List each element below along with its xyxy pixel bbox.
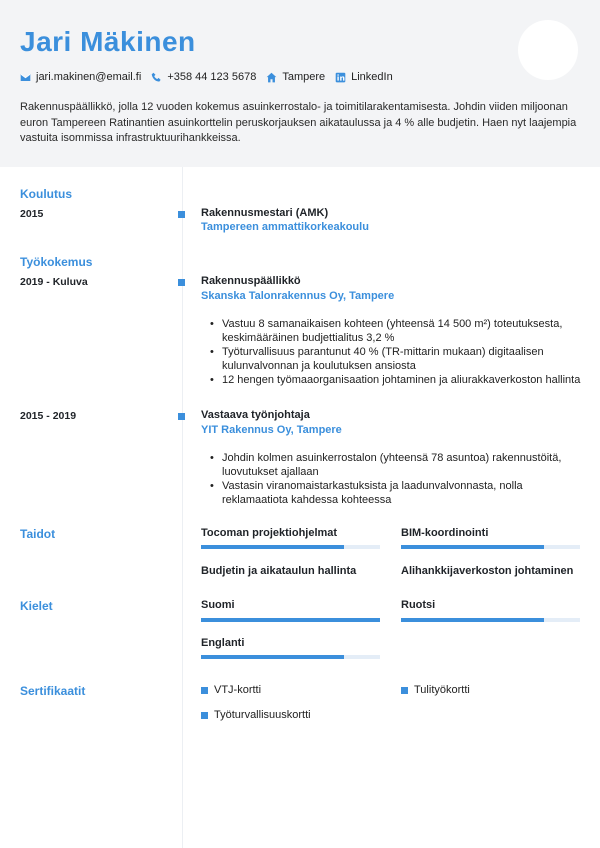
language-bar-fill — [401, 618, 544, 622]
certification-label: VTJ-kortti — [214, 684, 262, 696]
language-bar — [201, 618, 380, 622]
education-school: Tampereen ammattikorkeakoulu — [201, 221, 369, 233]
language-name: Englanti — [201, 637, 245, 649]
timeline-marker — [178, 413, 185, 420]
contact-row — [20, 69, 403, 85]
language-bar — [201, 655, 380, 659]
bullet-square-icon — [201, 687, 208, 694]
certification-label: Työturvallisuuskortti — [214, 709, 311, 721]
skill-name: Budjetin ja aikataulun hallinta — [201, 565, 357, 577]
contact-email[interactable] — [20, 71, 141, 83]
contact-linkedin[interactable] — [335, 71, 393, 83]
linkedin-icon — [335, 72, 346, 83]
section-title-certifications: Sertifikaatit — [20, 684, 86, 698]
email-text: jari.makinen@email.fi — [36, 71, 142, 83]
candidate-name: Jari Mäkinen — [20, 26, 196, 57]
profile-summary: Rakennuspäällikkö, jolla 12 vuoden kokemus asuinkerrostalo- ja toimitilarakentamisesta. Johdin viiden miljoonan euron Tampereen Ratinantien asuinkorttelin peruskorjauksen aikataulussa ja 4 % alle budjetin. Haen nyt laajempia vastuita isommissa infrastruktuurihankkeissa. — [20, 101, 577, 144]
skill-bar-fill — [401, 545, 544, 549]
language-bar-fill — [201, 618, 380, 622]
achievement-item: • Vastuu 8 samanaikaisen kohteen (yhteensä 14 500 m²) toteutuksesta, keskimääräinen budjettialitus 3,2 % — [222, 317, 582, 345]
phone-icon — [151, 72, 162, 83]
certification-label: Tulityökortti — [414, 684, 470, 696]
timeline-divider — [182, 167, 183, 848]
achievement-item: • Vastasin viranomaistarkastuksista ja laadunvalvonnasta, nolla reklamaatiota kahdessa kohteessa — [222, 479, 582, 507]
section-title-education: Koulutus — [20, 187, 72, 201]
linkedin-text: LinkedIn — [351, 71, 393, 83]
job-title: Rakennuspäällikkö — [201, 275, 301, 287]
contact-phone[interactable] — [151, 71, 256, 83]
timeline-marker — [178, 279, 185, 286]
skill-name: Alihankkijaverkoston johtaminen — [401, 565, 574, 577]
section-title-languages: Kielet — [20, 599, 53, 613]
language-name: Suomi — [201, 599, 235, 611]
education-date: 2015 — [20, 208, 44, 220]
job-title: Vastaava työnjohtaja — [201, 409, 310, 421]
job-company: Skanska Talonrakennus Oy, Tampere — [201, 290, 395, 302]
skill-name: BIM-koordinointi — [401, 527, 489, 539]
certification-item — [201, 684, 261, 696]
job-achievements — [222, 317, 582, 387]
job-company: YIT Rakennus Oy, Tampere — [201, 424, 342, 436]
language-bar — [401, 618, 580, 622]
language-bar-fill — [201, 655, 344, 659]
achievement-item: • 12 hengen työmaaorganisaation johtaminen ja aliurakkaverkoston hallinta — [222, 373, 582, 387]
skill-bar — [201, 545, 380, 549]
certification-item — [201, 709, 311, 721]
skill-bar-fill — [201, 545, 344, 549]
job-achievements — [222, 451, 582, 507]
job-date: 2015 - 2019 — [20, 410, 77, 422]
phone-text: +358 44 123 5678 — [167, 71, 257, 83]
skill-name: Tocoman projektiohjelmat — [201, 527, 338, 539]
education-degree: Rakennusmestari (AMK) — [201, 207, 329, 219]
location-text: Tampere — [282, 71, 326, 83]
skill-bar — [401, 545, 580, 549]
achievement-item: • Työturvallisuus parantunut 40 % (TR-mittarin mukaan) digitaalisen kulunvalvonnan ja koulutuksen ansiosta — [222, 345, 582, 373]
bullet-square-icon — [201, 712, 208, 719]
home-icon — [266, 72, 277, 83]
avatar — [518, 20, 578, 80]
contact-location — [266, 71, 325, 83]
bullet-square-icon — [401, 687, 408, 694]
section-title-experience: Työkokemus — [20, 255, 93, 269]
certification-item — [401, 684, 470, 696]
language-name: Ruotsi — [401, 599, 436, 611]
mail-icon — [20, 72, 31, 83]
section-title-skills: Taidot — [20, 527, 56, 541]
job-date: 2019 - Kuluva — [20, 276, 88, 288]
timeline-marker — [178, 211, 185, 218]
achievement-item: • Johdin kolmen asuinkerrostalon (yhteensä 78 asuntoa) rakennustöitä, luovutukset ajallaan — [222, 451, 582, 479]
